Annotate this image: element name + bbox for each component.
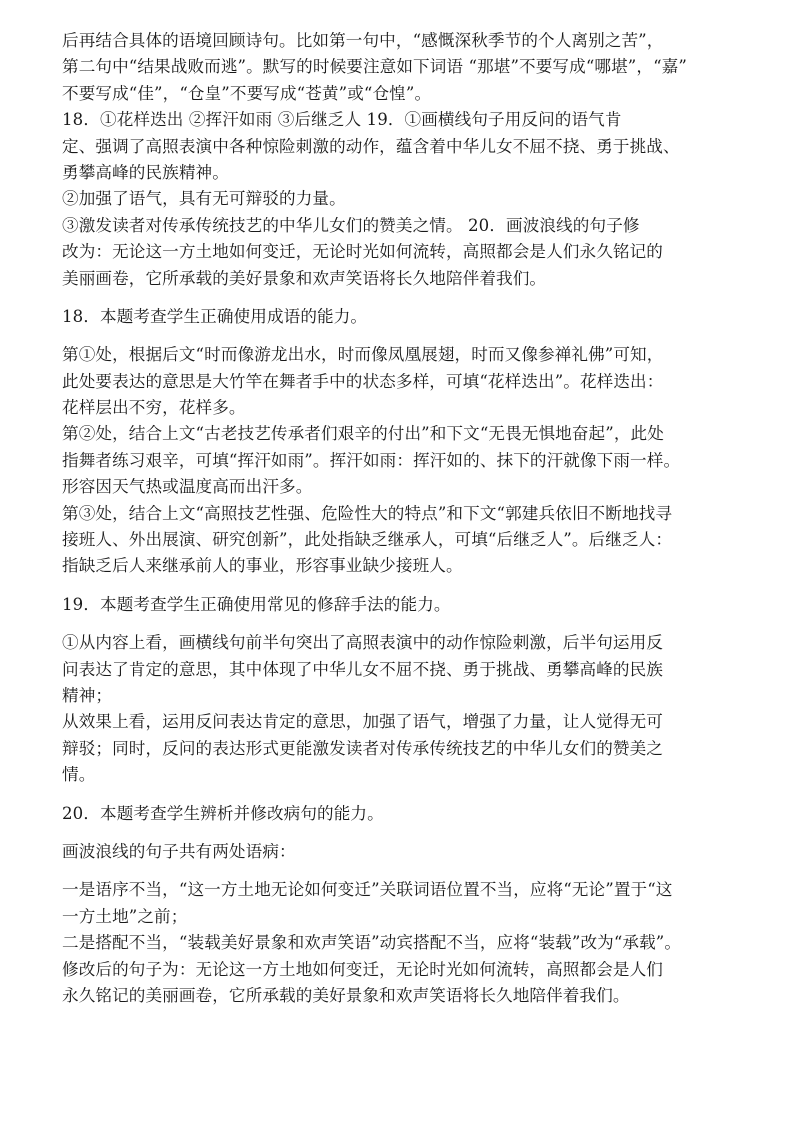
text-line: 指缺乏后人来继承前人的事业，形容事业缺少接班人。 xyxy=(62,556,463,576)
text-line: 永久铭记的美丽画卷，它所承载的美好景象和欢声笑语将长久地陪伴着我们。 xyxy=(62,985,630,1005)
text-line: ②加强了语气，具有无可辩驳的力量。 xyxy=(62,189,346,209)
text-line: 一方土地”之前； xyxy=(62,906,188,926)
section-heading-18: 18．本题考查学生正确使用成语的能力。 xyxy=(62,306,368,326)
text-line: 精神； xyxy=(62,685,113,705)
text-line: 此处要表达的意思是大竹竿在舞者手中的状态多样，可填“花样迭出”。花样迭出： xyxy=(62,371,664,391)
text-line: 美丽画卷，它所承载的美好景象和欢声笑语将长久地陪伴着我们。 xyxy=(62,268,547,288)
text-line: 问表达了肯定的意思，其中体现了中华儿女不屈不挠、勇于挑战、勇攀高峰的民族 xyxy=(62,659,663,679)
text-line: 定、强调了高照表演中各种惊险刺激的动作，蕴含着中华儿女不屈不挠、勇于挑战、 xyxy=(62,136,680,156)
text-line: 第②处，结合上文“古老技艺传承者们艰辛的付出”和下文“无畏无惧地奋起”，此处 xyxy=(62,424,664,444)
text-line: 第二句中“结果战败而逃”。默写的时候要注意如下词语 “那堪”不要写成“哪堪”，“嘉” xyxy=(62,57,687,77)
text-line: 一是语序不当，“这一方土地无论如何变迁”关联词语位置不当，应将“无论”置于“这 xyxy=(62,880,673,900)
text-line: 接班人、外出展演、研究创新”，此处指缺乏继承人，可填“后继乏人”。后继乏人： xyxy=(62,530,673,550)
text-line: 辩驳；同时，反问的表达形式更能激发读者对传承传统技艺的中华儿女们的赞美之 xyxy=(62,738,663,758)
text-line: 改为：无论这一方土地如何变迁，无论时光如何流转，高照都会是人们永久铭记的 xyxy=(62,242,663,262)
text-line: 18．①花样迭出 ②挥汗如雨 ③后继乏人 19．①画横线句子用反问的语气肯 xyxy=(62,110,622,130)
text-line: 形容因天气热或温度高而出汗多。 xyxy=(62,477,313,497)
text-line: 情。 xyxy=(62,765,96,785)
text-line: 花样层出不穷，花样多。 xyxy=(62,398,246,418)
section-heading-19: 19．本题考查学生正确使用常见的修辞手法的能力。 xyxy=(62,594,451,614)
text-line: 从效果上看，运用反问表达肯定的意思，加强了语气，增强了力量，让人觉得无可 xyxy=(62,712,663,732)
text-line: ①从内容上看，画横线句前半句突出了高照表演中的动作惊险刺激，后半句运用反 xyxy=(62,633,663,653)
text-line: 勇攀高峰的民族精神。 xyxy=(62,162,229,182)
text-line: 第①处，根据后文“时而像游龙出水，时而像凤凰展翅，时而又像参禅礼佛”可知， xyxy=(62,345,664,365)
text-line: ③激发读者对传承传统技艺的中华儿女们的赞美之情。 20．画波浪线的句子修 xyxy=(62,215,640,235)
text-line: 不要写成“佳”，“仓皇”不要写成“苍黄”或“仓惶”。 xyxy=(62,83,432,103)
text-line: 第③处，结合上文“高照技艺性强、危险性大的特点”和下文“郭建兵依旧不断地找寻 xyxy=(62,503,673,523)
text-line: 画波浪线的句子共有两处语病： xyxy=(62,841,296,861)
section-heading-20: 20．本题考查学生辨析并修改病句的能力。 xyxy=(62,803,384,823)
text-line: 修改后的句子为：无论这一方土地如何变迁，无论时光如何流转，高照都会是人们 xyxy=(62,959,663,979)
text-line: 指舞者练习艰辛，可填“挥汗如雨”。挥汗如雨：挥汗如的、抹下的汗就像下雨一样。 xyxy=(62,450,681,470)
answer-document xyxy=(62,28,752,1009)
text-line: 后再结合具体的语境回顾诗句。比如第一句中，“感慨深秋季节的个人离别之苦”， xyxy=(62,31,664,50)
text-line: 二是搭配不当，“装载美好景象和欢声笑语”动宾搭配不当，应将“装载”改为“承载”。 xyxy=(62,933,682,953)
